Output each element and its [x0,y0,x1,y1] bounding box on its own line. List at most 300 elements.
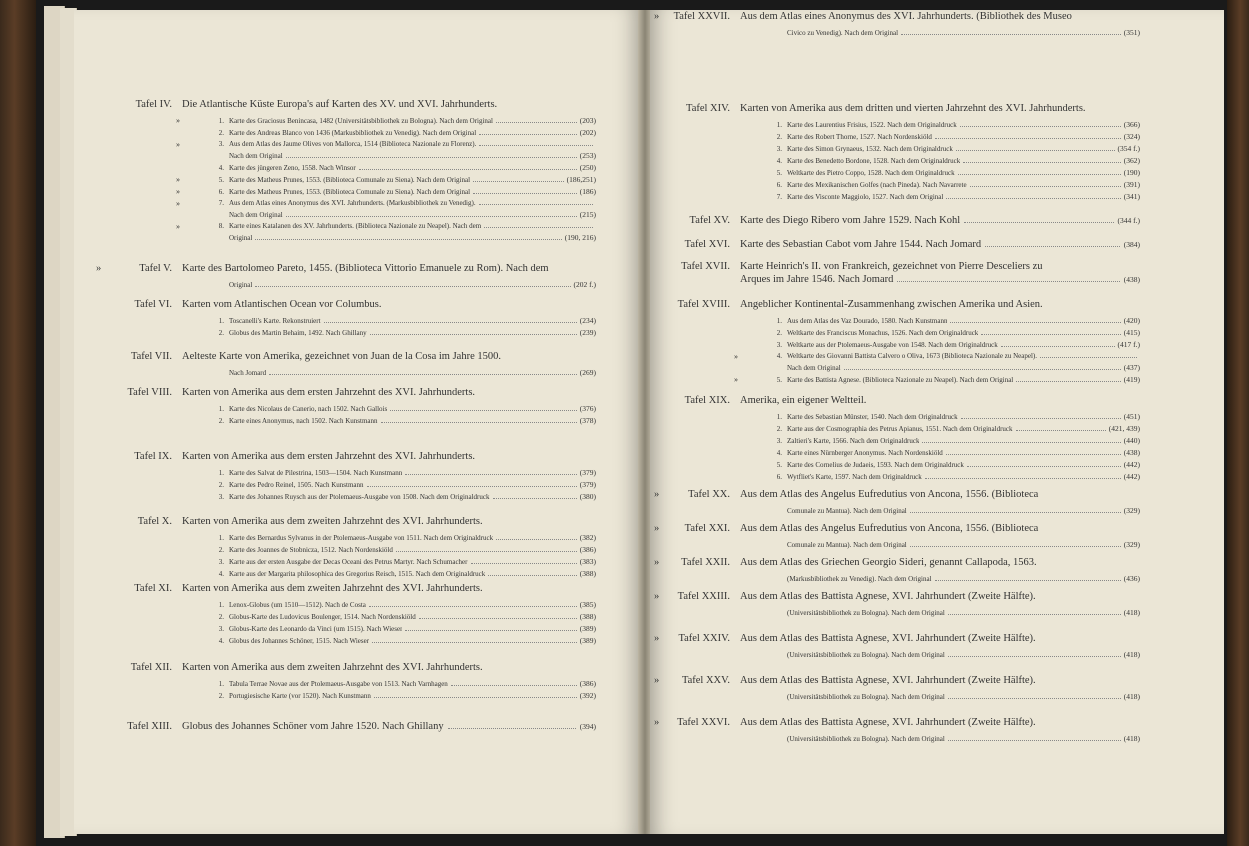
item-description: Nach dem Original [787,364,841,372]
page-reference: (438) [1123,275,1140,284]
item-description: Karte aus der Margarita philosophica des Gregorius Reisch, 1515. Nach dem Originaldruck [229,570,486,578]
page-reference: (379) [579,468,596,477]
tafel-title-line2: Arques im Jahre 1546. Nach Jomard [740,274,894,285]
dot-leader [448,728,576,729]
item-description: Portugiesische Karte (vor 1520). Nach Kunstmann [229,692,371,700]
item-description: Karte des Cornelius de Judaeis, 1593. Nach dem Originaldruck [787,461,964,469]
map-list-item [772,131,1140,143]
guillemet-mark: » [176,175,180,184]
item-number: 3. [218,493,224,501]
item-number: 4. [776,352,782,360]
item-number: 4. [776,449,782,457]
tafel-number: Tafel XXV. [681,675,730,686]
map-list-item [214,150,596,162]
tafel-title: Aus dem Atlas des Angelus Eufredutius von Ancona, 1556. (Biblioteca [740,523,1039,534]
dot-leader [381,422,577,423]
map-list [654,27,1140,39]
map-list-item [214,623,596,635]
tafel-number: Tafel V. [139,263,172,274]
item-description: Karte des Simon Grynaeus, 1532. Nach dem Originaldruck [787,145,953,153]
tafel-entry [654,238,1140,255]
page-reference: (329) [1123,506,1140,515]
dot-leader [901,34,1121,35]
map-list-item [176,186,596,198]
guillemet-mark: » [176,116,180,125]
tafel-title-continued [654,273,1140,286]
tafel-heading [96,720,596,733]
tafel-number: Tafel XXVII. [673,11,730,22]
map-list-item [772,733,1140,745]
guillemet-mark: » [734,375,738,384]
item-description: Original [229,234,253,242]
page-reference: (437) [1123,363,1140,372]
page-reference: (384) [1123,240,1140,249]
page-reference: (382) [579,533,596,542]
dot-leader [324,322,577,323]
dot-leader [374,697,577,698]
dot-leader [964,222,1113,223]
tafel-title: Aus dem Atlas des Battista Agnese, XVI. Jahrhundert (Zweite Hälfte). [740,717,1036,728]
item-number: 1. [218,601,224,609]
map-list [96,315,596,339]
page-reference: (442) [1123,460,1140,469]
map-list [96,115,596,244]
map-list-item [772,167,1140,179]
tafel-heading [654,556,1140,569]
tafel-entry [96,720,596,737]
tafel-title: Amerika, ein eigener Weltteil. [740,395,867,406]
map-list [654,573,1140,585]
dot-leader [286,157,577,158]
tafel-number: Tafel XVI. [684,239,730,250]
item-description: Karte des Graciosus Benincasa, 1482 (Universitätsbibliothek zu Bologna). Nach dem Original [229,117,493,125]
dot-leader [948,740,1121,741]
item-number: 7. [776,193,782,201]
map-list-item [214,279,596,291]
tafel-title: Karten von Amerika aus dem zweiten Jahrzehnt des XVI. Jahrhunderts. [182,662,483,673]
page-reference: (250) [579,163,596,172]
tafel-number: Tafel XII. [130,662,172,673]
map-list-item [176,198,596,209]
map-list-item [772,447,1140,459]
map-list-item [176,115,596,127]
page-reference: (203) [579,116,596,125]
map-list [654,411,1140,483]
item-description: Karte des Bernardus Sylvanus in der Ptolemaeus-Ausgabe von 1511. Nach dem Originaldruck [229,534,494,542]
tafel-title: Karten von Amerika aus dem zweiten Jahrzehnt des XVI. Jahrhunderts. [182,516,483,527]
map-list-item [214,209,596,221]
item-description: (Universitätsbibliothek zu Bologna). Nach dem Original [787,609,945,617]
tafel-heading [654,298,1140,311]
item-number: 1. [218,534,224,542]
item-number: 3. [776,341,782,349]
page-reference: (234) [579,316,596,325]
item-number: 6. [218,188,224,196]
item-description: Tabula Terrae Novae aus der Ptolemaeus-Ausgabe von 1513. Nach Varnhagen [229,680,448,688]
page-reference: (269) [579,368,596,377]
item-number: 4. [218,164,224,172]
dot-leader [496,539,577,540]
page-reference: (394) [579,722,596,731]
tafel-entry [654,394,1140,483]
tafel-number: Tafel XIX. [684,395,730,406]
map-list [96,279,596,291]
page-reference: (385) [579,600,596,609]
page-reference: (389) [579,624,596,633]
dot-leader [946,198,1120,199]
item-description: Karte des jüngeren Zeno, 1558. Nach Winsor [229,164,356,172]
dot-leader [935,138,1121,139]
guillemet-mark: » [654,523,660,534]
dot-leader [910,546,1121,547]
map-list-item [772,27,1140,39]
guillemet-mark: » [176,140,180,149]
dot-leader [967,466,1121,467]
tafel-number: Tafel XVIII. [677,299,730,310]
item-description: Aus dem Atlas eines Anonymus des XVI. Jahrhunderts. (Markusbibliothek zu Venedig). [229,199,476,207]
guillemet-mark: » [734,352,738,361]
map-list-item [772,471,1140,483]
page-reference: (324) [1123,132,1140,141]
item-number: 3. [218,140,224,148]
item-number: 1. [218,405,224,413]
page-reference: (421, 439) [1108,424,1140,433]
map-list-item [214,678,596,690]
map-list-item [772,327,1140,339]
map-list-item [772,315,1140,327]
dot-leader [1016,381,1121,382]
map-list-item [214,544,596,556]
map-list-item [214,690,596,702]
item-description: Weltkarte aus der Ptolemaeus-Ausgabe von 1548. Nach dem Originaldruck [787,341,998,349]
page-reference: (420) [1123,316,1140,325]
tafel-entry [654,590,1140,619]
page-reference: (388) [579,569,596,578]
dot-leader [948,698,1121,699]
tafel-title: Aus dem Atlas des Griechen Georgio Sideri, genannt Callapoda, 1563. [740,557,1037,568]
tafel-heading [96,661,596,674]
page-reference: (344 f.) [1117,216,1140,225]
tafel-entry [96,350,596,379]
map-list [654,539,1140,551]
dot-leader [961,418,1121,419]
map-list-item [772,179,1140,191]
page-reference: (190) [1123,168,1140,177]
dot-leader [405,474,577,475]
page-reference: (391) [1123,180,1140,189]
dot-leader [963,162,1121,163]
item-number: 1. [776,121,782,129]
tafel-heading [96,515,596,528]
map-list-item [772,435,1140,447]
page-reference: (418) [1123,650,1140,659]
item-description: Karte des Nicolaus de Canerio, nach 1502. Nach Gallois [229,405,388,413]
tafel-entry [96,98,596,244]
tafel-title: Aus dem Atlas des Angelus Eufredutius von Ancona, 1556. (Biblioteca [740,489,1039,500]
tafel-heading [654,102,1140,115]
left-page [74,10,640,834]
guillemet-mark: » [654,489,660,500]
guillemet-mark: » [654,11,660,22]
item-number: 1. [218,680,224,688]
tafel-entry [96,515,596,580]
item-description: Karte des Mexikanischen Golfes (nach Pineda). Nach Navarrete [787,181,967,189]
item-description: Globus des Johannes Schöner, 1515. Nach Wieser [229,637,370,645]
tafel-entry [96,298,596,339]
map-list [96,532,596,580]
item-description: Zaltieri's Karte, 1566. Nach dem Originaldruck [787,437,920,445]
dot-leader [473,193,577,194]
item-description: Globus-Karte des Ludovicus Boulenger, 1514. Nach Nordenskiöld [229,613,416,621]
page-reference: (215) [579,210,596,219]
dot-leader [950,322,1120,323]
tafel-title: Karten von Amerika aus dem ersten Jahrzehnt des XVI. Jahrhunderts. [182,451,476,462]
tafel-title: Karten von Amerika aus dem ersten Jahrzehnt des XVI. Jahrhunderts. [182,387,476,398]
item-description: (Universitätsbibliothek zu Bologna). Nach dem Original [787,693,945,701]
dot-leader [1016,430,1106,431]
dot-leader [479,134,577,135]
tafel-title: Aus dem Atlas des Battista Agnese, XVI. Jahrhundert (Zweite Hälfte). [740,675,1036,686]
dot-leader [844,369,1121,370]
tafel-number: Tafel XIV. [686,103,730,114]
page-reference: (392) [579,691,596,700]
tafel-heading [654,214,1140,227]
map-list-item [214,327,596,339]
tafel-entry [654,10,1140,39]
page-reference: (451) [1123,412,1140,421]
tafel-heading [654,260,1140,273]
tafel-entry [654,632,1140,661]
item-number: 3. [776,145,782,153]
item-description: Karte des Pedro Reinel, 1505. Nach Kunstmann [229,481,364,489]
item-description: Karte des Andreas Blanco von 1436 (Markusbibliothek zu Venedig). Nach dem Original [229,129,477,137]
tafel-entry [96,582,596,647]
item-number: 1. [218,317,224,325]
map-list [654,733,1140,745]
page-reference: (202 f.) [573,280,596,289]
map-list-item [214,367,596,379]
page-reference: (383) [579,557,596,566]
tafel-title: Globus des Johannes Schöner vom Jahre 1520. Nach Ghillany [182,721,444,732]
map-list-item [214,479,596,491]
dot-leader [956,150,1115,151]
tafel-heading [96,582,596,595]
item-number: 2. [218,329,224,337]
tafel-entry [654,556,1140,585]
guillemet-mark: » [176,222,180,231]
page-reference: (366) [1123,120,1140,129]
map-list-item [734,351,1140,362]
item-number: 6. [776,181,782,189]
tafel-entry [654,298,1140,386]
tafel-title: Karten von Amerika aus dem dritten und vierten Jahrzehnt des XVI. Jahrhunderts. [740,103,1086,114]
dot-leader [935,580,1121,581]
page-reference: (438) [1123,448,1140,457]
item-description: Lenox-Globus (um 1510—1512). Nach de Costa [229,601,366,609]
item-description: (Markusbibliothek zu Venedig). Nach dem Original [787,575,932,583]
tafel-title: Aus dem Atlas des Battista Agnese, XVI. Jahrhundert (Zweite Hälfte). [740,591,1036,602]
item-number: 6. [776,473,782,481]
guillemet-mark: » [654,557,660,568]
tafel-heading [654,674,1140,687]
dot-leader [370,334,577,335]
map-list-item [772,155,1140,167]
tafel-entry [96,661,596,702]
tafel-heading [654,522,1140,535]
item-description: Nach Jomard [229,369,267,377]
map-list-item [214,127,596,139]
item-number: 8. [218,222,224,230]
tafel-heading [96,450,596,463]
map-list-item [772,607,1140,619]
page-reference: (253) [579,151,596,160]
item-description: Nach dem Original [229,211,283,219]
tafel-heading [654,10,1140,23]
tafel-number: Tafel XXVI. [677,717,730,728]
tafel-entry [654,102,1140,203]
page-reference: (442) [1123,472,1140,481]
item-number: 2. [776,425,782,433]
dot-leader [981,334,1120,335]
guillemet-mark: » [176,187,180,196]
dot-leader [396,551,577,552]
map-list [654,649,1140,661]
item-number: 2. [218,417,224,425]
tafel-title: Karte des Bartolomeo Pareto, 1455. (Biblioteca Vittorio Emanuele zu Rom). Nach dem [182,263,549,274]
map-list-item [176,139,596,150]
item-description: Karte des Johannes Ruysch aus der Ptolemaeus-Ausgabe von 1508. Nach dem Originaldruck [229,493,490,501]
dot-leader [922,442,1120,443]
tafel-entry [654,674,1140,703]
dot-leader [1001,346,1115,347]
map-list-item [214,568,596,580]
page-reference: (418) [1123,692,1140,701]
tafel-title: Karten von Amerika aus dem zweiten Jahrzehnt des XVI. Jahrhunderts. [182,583,483,594]
item-description: Karte eines Katalanen des XV. Jahrhunderts. (Biblioteca Nazionale zu Neapel). Nach dem [229,222,482,230]
tafel-title: Karte Heinrich's II. von Frankreich, gezeichnet von Pierre Desceliers zu [740,261,1043,272]
page-reference: (190, 216) [564,233,596,242]
page-reference: (418) [1123,734,1140,743]
map-list-item [214,599,596,611]
tafel-number: Tafel VIII. [127,387,172,398]
dot-leader [910,512,1121,513]
map-list [654,691,1140,703]
tafel-number: Tafel XXIII. [677,591,730,602]
page-reference: (388) [579,612,596,621]
item-number: 5. [776,461,782,469]
map-list [96,467,596,503]
tafel-number: Tafel XV. [689,215,730,226]
dot-leader [405,630,576,631]
page-reference: (186) [579,187,596,196]
page-reference: (386) [579,679,596,688]
item-description: Karte des Robert Thorne, 1527. Nach Nordenskiöld [787,133,932,141]
map-list-item [772,119,1140,131]
map-list-item [772,191,1140,203]
item-number: 1. [218,469,224,477]
tafel-title: Karte des Sebastian Cabot vom Jahre 1544. Nach Jomard [740,239,982,250]
tafel-title: Karte des Diego Ribero vom Jahre 1529. Nach Kohl [740,215,961,226]
tafel-number: Tafel VI. [134,299,172,310]
tafel-heading [654,716,1140,729]
map-list-item [214,315,596,327]
item-number: 2. [218,481,224,489]
page-reference: (376) [579,404,596,413]
dot-leader [286,216,577,217]
item-number: 2. [218,546,224,554]
item-description: Karte eines Nürnberger Anonymus. Nach Nordenskiöld [787,449,943,457]
item-description: Karte aus der Cosmographia des Petrus Apianus, 1551. Nach dem Originaldruck [787,425,1013,433]
guillemet-mark: » [654,675,660,686]
item-number: 2. [776,133,782,141]
map-list-item [176,221,596,232]
tafel-heading [96,98,596,111]
item-description: Civico zu Venedig). Nach dem Original [787,29,899,37]
item-description: Aus dem Atlas des Vaz Dourado, 1580. Nach Kunstmann [787,317,948,325]
tafel-entry [96,262,596,291]
item-number: 7. [218,199,224,207]
guillemet-mark: » [654,633,660,644]
dot-leader [479,145,593,146]
tafel-title: Aelteste Karte von Amerika, gezeichnet von Juan de la Cosa im Jahre 1500. [182,351,501,362]
item-number: 5. [218,176,224,184]
right-page [650,10,1224,834]
map-list-item [214,556,596,568]
dot-leader [484,227,593,228]
item-number: 2. [218,692,224,700]
item-number: 3. [218,625,224,633]
tafel-heading [96,386,596,399]
item-description: Karte des Matheus Prunes, 1553. (Biblioteca Comunale zu Siena). Nach dem Original [229,176,471,184]
dot-leader [419,618,577,619]
dot-leader [960,126,1121,127]
dot-leader [948,614,1121,615]
tafel-title: Aus dem Atlas eines Anonymus des XVI. Jahrhunderts. (Bibliothek des Museo [740,11,1072,22]
map-list-item [214,162,596,174]
item-description: Weltkarte des Franciscus Monachus, 1526. Nach dem Originaldruck [787,329,979,337]
book-cover-left [0,0,36,846]
item-number: 3. [776,437,782,445]
tafel-number: Tafel X. [137,516,172,527]
tafel-title: Aus dem Atlas des Battista Agnese, XVI. Jahrhundert (Zweite Hälfte). [740,633,1036,644]
guillemet-mark: » [654,717,660,728]
item-number: 2. [776,329,782,337]
dot-leader [493,498,577,499]
page-reference: (239) [579,328,596,337]
item-description: Aus dem Atlas des Jaume Olives von Mallorca, 1514 (Biblioteca Nazionale zu Florenz). [229,140,477,148]
tafel-title: Karten vom Atlantischen Ocean vor Columbus. [182,299,382,310]
dot-leader [372,642,577,643]
item-description: Weltkarte des Giovanni Battista Calvero o Oliva, 1673 (Biblioteca Nazionale zu Neapel). [787,352,1037,360]
tafel-heading [654,238,1140,251]
dot-leader [471,563,577,564]
item-description: Karte aus der ersten Ausgabe der Decas Oceani des Petrus Martyr. Nach Schumacher [229,558,468,566]
dot-leader [897,281,1119,282]
dot-leader [946,454,1121,455]
dot-leader [255,286,570,287]
map-list-item [214,415,596,427]
map-list [654,505,1140,517]
item-number: 3. [218,558,224,566]
tafel-number: Tafel XVII. [681,261,730,272]
dot-leader [925,478,1121,479]
map-list-item [772,691,1140,703]
map-list-item [214,232,596,244]
page-reference: (202) [579,128,596,137]
tafel-heading [96,350,596,363]
dot-leader [269,374,577,375]
item-description: Karte des Joannes de Stobnicza, 1512. Nach Nordenskiöld [229,546,393,554]
